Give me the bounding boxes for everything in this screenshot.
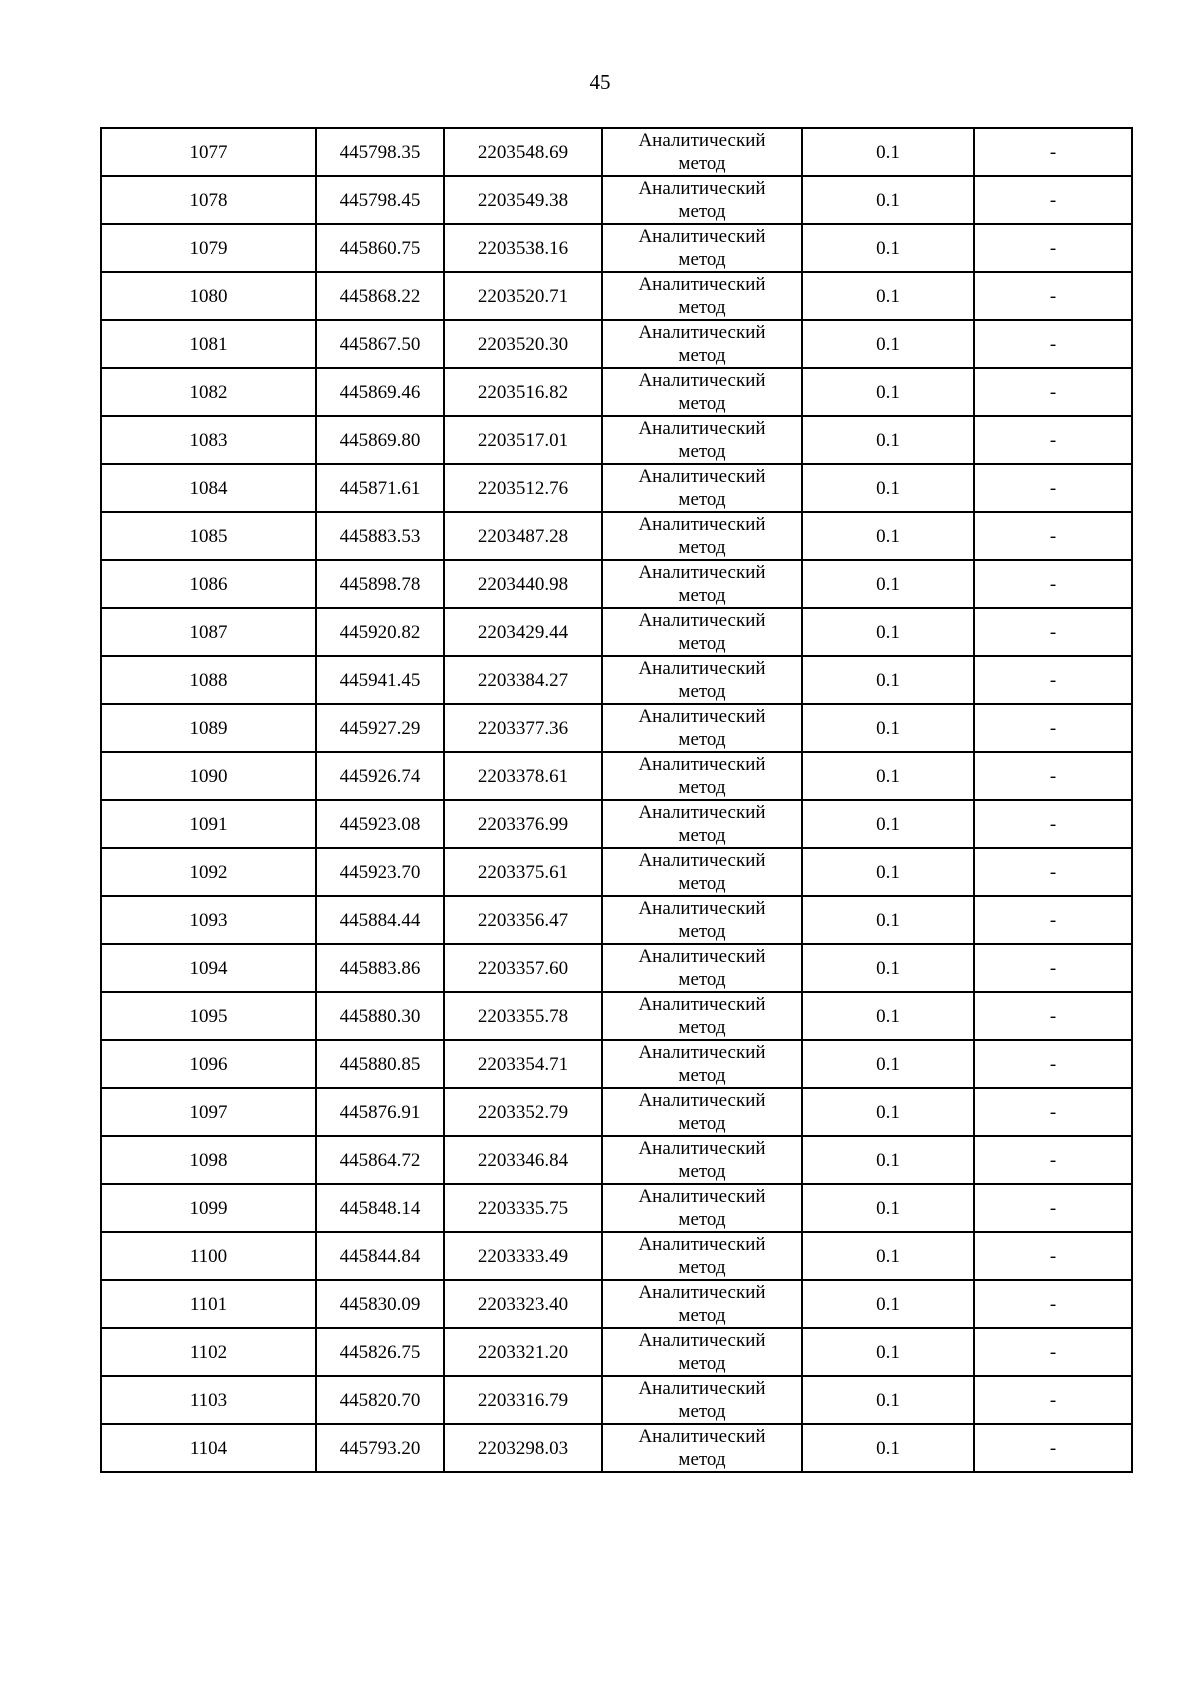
- y-coordinate-cell: 2203520.71: [444, 272, 602, 320]
- method-cell: [602, 848, 802, 896]
- accuracy-cell: 0.1: [802, 1136, 974, 1184]
- method-cell: [602, 1040, 802, 1088]
- x-coordinate-cell: 445926.74: [316, 752, 444, 800]
- table-row: [101, 176, 1132, 224]
- x-coordinate-cell: 445868.22: [316, 272, 444, 320]
- point-number-cell: 1094: [101, 944, 316, 992]
- table-row: [101, 992, 1132, 1040]
- table-row: [101, 1040, 1132, 1088]
- point-number-cell: 1101: [101, 1280, 316, 1328]
- x-coordinate-cell: 445923.70: [316, 848, 444, 896]
- accuracy-cell: 0.1: [802, 1328, 974, 1376]
- note-cell: -: [974, 368, 1132, 416]
- method-cell: [602, 464, 802, 512]
- method-line-1: Аналитический: [638, 1330, 766, 1351]
- accuracy-cell: 0.1: [802, 1040, 974, 1088]
- note-cell: -: [974, 1424, 1132, 1472]
- method-cell: [602, 272, 802, 320]
- method-line-2: метод: [678, 1401, 726, 1422]
- y-coordinate-cell: 2203323.40: [444, 1280, 602, 1328]
- method-cell: [602, 992, 802, 1040]
- method-line-1: Аналитический: [638, 562, 766, 583]
- method-line-1: Аналитический: [638, 850, 766, 871]
- point-number-cell: 1080: [101, 272, 316, 320]
- method-line-1: Аналитический: [638, 1426, 766, 1447]
- point-number-cell: 1093: [101, 896, 316, 944]
- x-coordinate-cell: 445898.78: [316, 560, 444, 608]
- note-cell: -: [974, 1376, 1132, 1424]
- accuracy-cell: 0.1: [802, 464, 974, 512]
- note-cell: -: [974, 1040, 1132, 1088]
- method-line-1: Аналитический: [638, 610, 766, 631]
- method-line-2: метод: [678, 777, 726, 798]
- point-number-cell: 1078: [101, 176, 316, 224]
- y-coordinate-cell: 2203298.03: [444, 1424, 602, 1472]
- table-row: [101, 1232, 1132, 1280]
- method-line-1: Аналитический: [638, 370, 766, 391]
- method-cell: [602, 944, 802, 992]
- method-line-1: Аналитический: [638, 466, 766, 487]
- method-cell: [602, 416, 802, 464]
- table-row: [101, 1376, 1132, 1424]
- y-coordinate-cell: 2203440.98: [444, 560, 602, 608]
- accuracy-cell: 0.1: [802, 800, 974, 848]
- point-number-cell: 1088: [101, 656, 316, 704]
- point-number-cell: 1100: [101, 1232, 316, 1280]
- y-coordinate-cell: 2203352.79: [444, 1088, 602, 1136]
- method-line-2: метод: [678, 681, 726, 702]
- note-cell: -: [974, 1232, 1132, 1280]
- x-coordinate-cell: 445880.85: [316, 1040, 444, 1088]
- table-row: [101, 416, 1132, 464]
- y-coordinate-cell: 2203512.76: [444, 464, 602, 512]
- method-line-2: метод: [678, 825, 726, 846]
- table-row: [101, 848, 1132, 896]
- y-coordinate-cell: 2203517.01: [444, 416, 602, 464]
- accuracy-cell: 0.1: [802, 512, 974, 560]
- note-cell: -: [974, 512, 1132, 560]
- table-row: [101, 1184, 1132, 1232]
- method-cell: [602, 896, 802, 944]
- method-cell: [602, 1424, 802, 1472]
- y-coordinate-cell: 2203316.79: [444, 1376, 602, 1424]
- accuracy-cell: 0.1: [802, 608, 974, 656]
- note-cell: -: [974, 1136, 1132, 1184]
- method-cell: [602, 608, 802, 656]
- table-row: [101, 128, 1132, 176]
- method-line-2: метод: [678, 1449, 726, 1470]
- method-line-2: метод: [678, 1065, 726, 1086]
- x-coordinate-cell: 445864.72: [316, 1136, 444, 1184]
- method-cell: [602, 1280, 802, 1328]
- accuracy-cell: 0.1: [802, 1424, 974, 1472]
- method-cell: [602, 560, 802, 608]
- method-line-1: Аналитический: [638, 802, 766, 823]
- table-row: [101, 464, 1132, 512]
- x-coordinate-cell: 445883.86: [316, 944, 444, 992]
- note-cell: -: [974, 656, 1132, 704]
- table-row: [101, 560, 1132, 608]
- y-coordinate-cell: 2203356.47: [444, 896, 602, 944]
- method-cell: [602, 1232, 802, 1280]
- method-line-2: метод: [678, 1113, 726, 1134]
- x-coordinate-cell: 445869.46: [316, 368, 444, 416]
- x-coordinate-cell: 445826.75: [316, 1328, 444, 1376]
- note-cell: -: [974, 560, 1132, 608]
- accuracy-cell: 0.1: [802, 848, 974, 896]
- y-coordinate-cell: 2203549.38: [444, 176, 602, 224]
- x-coordinate-cell: 445848.14: [316, 1184, 444, 1232]
- method-line-2: метод: [678, 1209, 726, 1230]
- x-coordinate-cell: 445923.08: [316, 800, 444, 848]
- method-cell: [602, 512, 802, 560]
- x-coordinate-cell: 445798.35: [316, 128, 444, 176]
- method-line-2: метод: [678, 393, 726, 414]
- accuracy-cell: 0.1: [802, 272, 974, 320]
- method-line-1: Аналитический: [638, 1138, 766, 1159]
- coordinates-table: [100, 127, 1133, 1473]
- x-coordinate-cell: 445867.50: [316, 320, 444, 368]
- note-cell: -: [974, 464, 1132, 512]
- method-cell: [602, 752, 802, 800]
- accuracy-cell: 0.1: [802, 416, 974, 464]
- point-number-cell: 1077: [101, 128, 316, 176]
- method-line-1: Аналитический: [638, 322, 766, 343]
- note-cell: -: [974, 416, 1132, 464]
- note-cell: -: [974, 992, 1132, 1040]
- x-coordinate-cell: 445860.75: [316, 224, 444, 272]
- x-coordinate-cell: 445798.45: [316, 176, 444, 224]
- method-line-2: метод: [678, 1017, 726, 1038]
- accuracy-cell: 0.1: [802, 128, 974, 176]
- note-cell: -: [974, 1184, 1132, 1232]
- point-number-cell: 1102: [101, 1328, 316, 1376]
- table-row: [101, 272, 1132, 320]
- method-line-1: Аналитический: [638, 178, 766, 199]
- method-line-2: метод: [678, 873, 726, 894]
- x-coordinate-cell: 445883.53: [316, 512, 444, 560]
- method-line-1: Аналитический: [638, 1090, 766, 1111]
- y-coordinate-cell: 2203429.44: [444, 608, 602, 656]
- table-row: [101, 608, 1132, 656]
- point-number-cell: 1083: [101, 416, 316, 464]
- table-row: [101, 656, 1132, 704]
- method-cell: [602, 224, 802, 272]
- method-line-1: Аналитический: [638, 658, 766, 679]
- page-number: 45: [589, 70, 611, 94]
- method-line-2: метод: [678, 537, 726, 558]
- x-coordinate-cell: 445820.70: [316, 1376, 444, 1424]
- x-coordinate-cell: 445844.84: [316, 1232, 444, 1280]
- method-cell: [602, 1184, 802, 1232]
- method-cell: [602, 1376, 802, 1424]
- method-line-1: Аналитический: [638, 226, 766, 247]
- x-coordinate-cell: 445869.80: [316, 416, 444, 464]
- accuracy-cell: 0.1: [802, 656, 974, 704]
- note-cell: -: [974, 1088, 1132, 1136]
- method-line-1: Аналитический: [638, 898, 766, 919]
- note-cell: -: [974, 752, 1132, 800]
- point-number-cell: 1095: [101, 992, 316, 1040]
- method-line-2: метод: [678, 201, 726, 222]
- table-row: [101, 1136, 1132, 1184]
- point-number-cell: 1082: [101, 368, 316, 416]
- point-number-cell: 1099: [101, 1184, 316, 1232]
- y-coordinate-cell: 2203378.61: [444, 752, 602, 800]
- table-row: [101, 1088, 1132, 1136]
- y-coordinate-cell: 2203333.49: [444, 1232, 602, 1280]
- method-line-2: метод: [678, 633, 726, 654]
- method-line-1: Аналитический: [638, 1234, 766, 1255]
- note-cell: -: [974, 848, 1132, 896]
- method-line-1: Аналитический: [638, 946, 766, 967]
- note-cell: -: [974, 704, 1132, 752]
- x-coordinate-cell: 445793.20: [316, 1424, 444, 1472]
- method-line-2: метод: [678, 153, 726, 174]
- table-body: [101, 128, 1132, 1472]
- note-cell: -: [974, 1328, 1132, 1376]
- point-number-cell: 1084: [101, 464, 316, 512]
- table-row: [101, 368, 1132, 416]
- method-line-1: Аналитический: [638, 1186, 766, 1207]
- method-line-2: метод: [678, 297, 726, 318]
- table-row: [101, 944, 1132, 992]
- x-coordinate-cell: 445880.30: [316, 992, 444, 1040]
- x-coordinate-cell: 445927.29: [316, 704, 444, 752]
- point-number-cell: 1104: [101, 1424, 316, 1472]
- accuracy-cell: 0.1: [802, 944, 974, 992]
- accuracy-cell: 0.1: [802, 1184, 974, 1232]
- method-line-2: метод: [678, 1257, 726, 1278]
- accuracy-cell: 0.1: [802, 1376, 974, 1424]
- method-line-2: метод: [678, 441, 726, 462]
- point-number-cell: 1085: [101, 512, 316, 560]
- method-line-1: Аналитический: [638, 514, 766, 535]
- accuracy-cell: 0.1: [802, 1280, 974, 1328]
- note-cell: -: [974, 944, 1132, 992]
- method-cell: [602, 656, 802, 704]
- accuracy-cell: 0.1: [802, 1088, 974, 1136]
- table-row: [101, 704, 1132, 752]
- method-line-2: метод: [678, 921, 726, 942]
- note-cell: -: [974, 800, 1132, 848]
- note-cell: -: [974, 224, 1132, 272]
- y-coordinate-cell: 2203321.20: [444, 1328, 602, 1376]
- method-cell: [602, 128, 802, 176]
- table-row: [101, 752, 1132, 800]
- y-coordinate-cell: 2203357.60: [444, 944, 602, 992]
- y-coordinate-cell: 2203377.36: [444, 704, 602, 752]
- method-line-2: метод: [678, 489, 726, 510]
- point-number-cell: 1086: [101, 560, 316, 608]
- note-cell: -: [974, 176, 1132, 224]
- method-line-2: метод: [678, 1161, 726, 1182]
- table-row: [101, 512, 1132, 560]
- method-cell: [602, 704, 802, 752]
- method-line-2: метод: [678, 1353, 726, 1374]
- accuracy-cell: 0.1: [802, 992, 974, 1040]
- method-line-1: Аналитический: [638, 1042, 766, 1063]
- method-line-1: Аналитический: [638, 274, 766, 295]
- method-line-1: Аналитический: [638, 994, 766, 1015]
- point-number-cell: 1089: [101, 704, 316, 752]
- method-line-2: метод: [678, 345, 726, 366]
- point-number-cell: 1096: [101, 1040, 316, 1088]
- method-cell: [602, 1136, 802, 1184]
- accuracy-cell: 0.1: [802, 368, 974, 416]
- accuracy-cell: 0.1: [802, 752, 974, 800]
- y-coordinate-cell: 2203548.69: [444, 128, 602, 176]
- point-number-cell: 1091: [101, 800, 316, 848]
- accuracy-cell: 0.1: [802, 320, 974, 368]
- accuracy-cell: 0.1: [802, 704, 974, 752]
- method-line-1: Аналитический: [638, 1282, 766, 1303]
- table-row: [101, 1424, 1132, 1472]
- accuracy-cell: 0.1: [802, 176, 974, 224]
- y-coordinate-cell: 2203346.84: [444, 1136, 602, 1184]
- method-line-2: метод: [678, 585, 726, 606]
- table-row: [101, 1328, 1132, 1376]
- table-row: [101, 224, 1132, 272]
- accuracy-cell: 0.1: [802, 560, 974, 608]
- method-line-1: Аналитический: [638, 706, 766, 727]
- method-cell: [602, 800, 802, 848]
- table-row: [101, 320, 1132, 368]
- x-coordinate-cell: 445871.61: [316, 464, 444, 512]
- method-line-2: метод: [678, 969, 726, 990]
- note-cell: -: [974, 608, 1132, 656]
- y-coordinate-cell: 2203355.78: [444, 992, 602, 1040]
- method-line-2: метод: [678, 729, 726, 750]
- note-cell: -: [974, 128, 1132, 176]
- table-row: [101, 896, 1132, 944]
- table-row: [101, 1280, 1132, 1328]
- accuracy-cell: 0.1: [802, 1232, 974, 1280]
- method-line-1: Аналитический: [638, 418, 766, 439]
- note-cell: -: [974, 1280, 1132, 1328]
- x-coordinate-cell: 445941.45: [316, 656, 444, 704]
- x-coordinate-cell: 445920.82: [316, 608, 444, 656]
- point-number-cell: 1097: [101, 1088, 316, 1136]
- x-coordinate-cell: 445830.09: [316, 1280, 444, 1328]
- method-line-1: Аналитический: [638, 754, 766, 775]
- method-cell: [602, 368, 802, 416]
- accuracy-cell: 0.1: [802, 896, 974, 944]
- method-line-2: метод: [678, 249, 726, 270]
- y-coordinate-cell: 2203516.82: [444, 368, 602, 416]
- note-cell: -: [974, 896, 1132, 944]
- y-coordinate-cell: 2203538.16: [444, 224, 602, 272]
- y-coordinate-cell: 2203335.75: [444, 1184, 602, 1232]
- method-cell: [602, 1088, 802, 1136]
- point-number-cell: 1087: [101, 608, 316, 656]
- method-line-2: метод: [678, 1305, 726, 1326]
- note-cell: -: [974, 272, 1132, 320]
- method-cell: [602, 1328, 802, 1376]
- accuracy-cell: 0.1: [802, 224, 974, 272]
- method-cell: [602, 320, 802, 368]
- method-line-1: Аналитический: [638, 1378, 766, 1399]
- y-coordinate-cell: 2203384.27: [444, 656, 602, 704]
- point-number-cell: 1090: [101, 752, 316, 800]
- y-coordinate-cell: 2203487.28: [444, 512, 602, 560]
- method-cell: [602, 176, 802, 224]
- note-cell: -: [974, 320, 1132, 368]
- method-line-1: Аналитический: [638, 130, 766, 151]
- table-row: [101, 800, 1132, 848]
- point-number-cell: 1079: [101, 224, 316, 272]
- point-number-cell: 1092: [101, 848, 316, 896]
- x-coordinate-cell: 445884.44: [316, 896, 444, 944]
- y-coordinate-cell: 2203375.61: [444, 848, 602, 896]
- point-number-cell: 1103: [101, 1376, 316, 1424]
- y-coordinate-cell: 2203376.99: [444, 800, 602, 848]
- y-coordinate-cell: 2203354.71: [444, 1040, 602, 1088]
- x-coordinate-cell: 445876.91: [316, 1088, 444, 1136]
- point-number-cell: 1098: [101, 1136, 316, 1184]
- y-coordinate-cell: 2203520.30: [444, 320, 602, 368]
- point-number-cell: 1081: [101, 320, 316, 368]
